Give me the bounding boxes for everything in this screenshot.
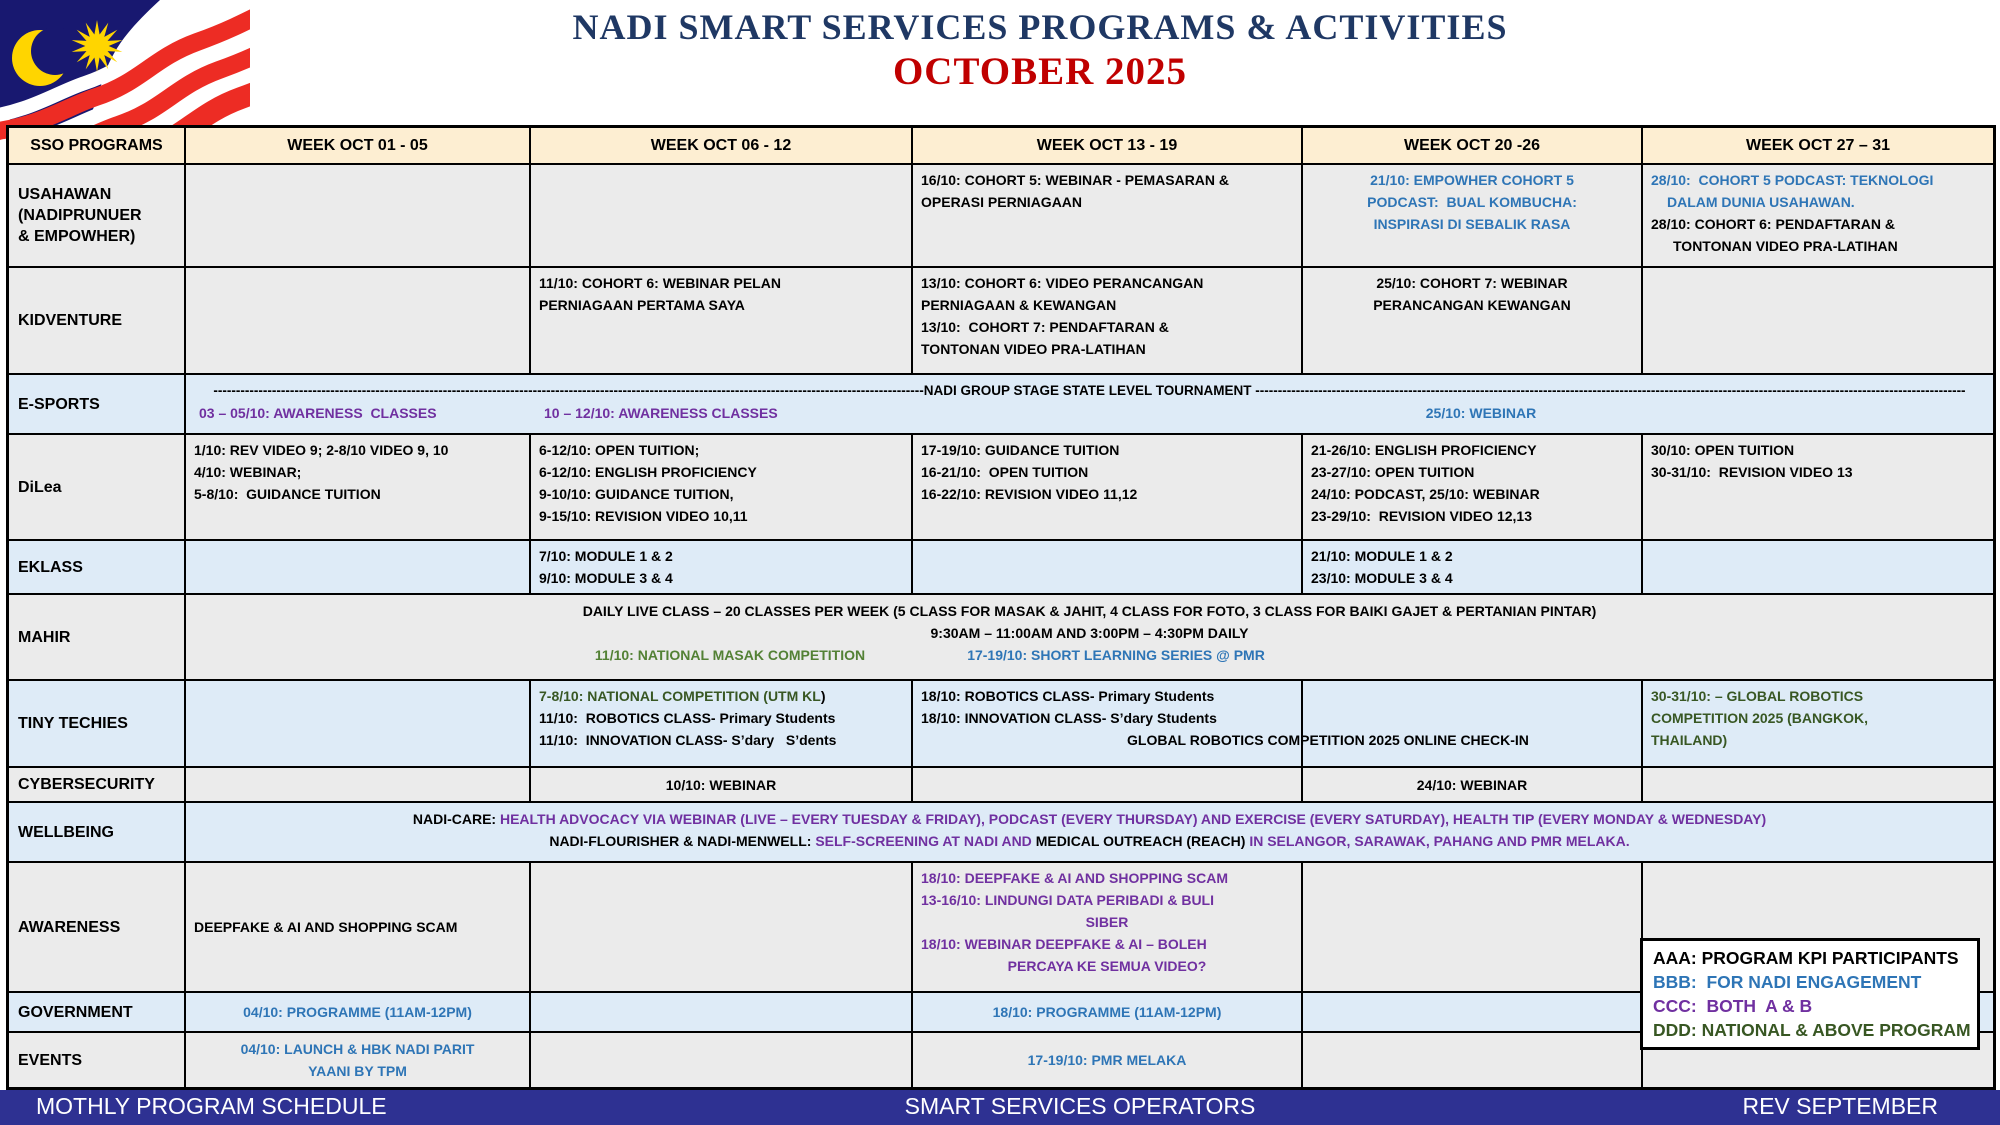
cell-line <box>194 622 1985 644</box>
cell-line <box>921 1001 1293 1023</box>
cell-line <box>539 272 903 294</box>
cell-line <box>194 808 1985 830</box>
cell-line <box>1311 272 1633 294</box>
text-segment: 28/10: COHORT 6: PENDAFTARAN & <box>1651 216 1895 232</box>
text-segment: 23/10: MODULE 3 & 4 <box>1311 570 1453 586</box>
schedule-entry: 03 – 05/10: AWARENESS CLASSES <box>199 405 437 421</box>
row-usahawan <box>9 165 1993 268</box>
legend-line-4: DDD: NATIONAL & ABOVE PROGRAM <box>1653 1020 1971 1040</box>
cell-line <box>921 461 1293 483</box>
cell-line <box>921 889 1293 911</box>
cell-kidventure-week1 <box>186 268 531 373</box>
text-segment: GLOBAL ROBOTICS COMPETITION 2025 ONLINE CHECK-IN <box>1127 732 1529 748</box>
cell-line <box>1311 461 1633 483</box>
text-segment: 16-21/10: OPEN TUITION <box>921 464 1089 480</box>
row-label-eklass <box>9 541 186 593</box>
cell-awareness-week4 <box>1303 863 1643 991</box>
text-segment: PERANCANGAN KEWANGAN <box>1373 297 1571 313</box>
cell-events-week3 <box>913 1033 1303 1087</box>
cell-line <box>921 933 1293 955</box>
text-segment: 23-27/10: OPEN TUITION <box>1311 464 1475 480</box>
row-label-kidventure <box>9 268 186 373</box>
schedule-entry: 11/10: NATIONAL MASAK COMPETITION <box>594 647 866 663</box>
text-segment: 17-19/10: GUIDANCE TUITION <box>921 442 1120 458</box>
text-segment: 21/10: EMPOWHER COHORT 5 <box>1370 172 1574 188</box>
header-week-3: WEEK OCT 13 - 19 <box>913 128 1303 163</box>
cell-line <box>194 402 1985 424</box>
text-segment: 24/10: PODCAST, 25/10: WEBINAR <box>1311 486 1540 502</box>
cell-cyber-week4 <box>1303 768 1643 801</box>
text-segment: 24/10: WEBINAR <box>1416 776 1528 793</box>
cell-eklass-week2 <box>531 541 913 593</box>
merged-cell-esports <box>186 375 1993 433</box>
text-segment: 21-26/10: ENGLISH PROFICIENCY <box>1311 442 1537 458</box>
cell-awareness-week2 <box>531 863 913 991</box>
text-segment: NADI-FLOURISHER & NADI-MENWELL: <box>549 833 816 849</box>
cell-cyber-week3 <box>913 768 1303 801</box>
cell-usahawan-week4 <box>1303 165 1643 266</box>
header-week-5: WEEK OCT 27 – 31 <box>1745 136 1891 154</box>
row-label-line: EKLASS <box>18 558 83 576</box>
text-segment: DAILY LIVE CLASS – 20 CLASSES PER WEEK (5 CLASS FOR MASAK & JAHIT, 4 CLASS FOR FOTO, 3 CLASS FOR BAIKI GAJET & PERTANIAN PINTAR) <box>582 603 1597 619</box>
cell-cyber-week1 <box>186 768 531 801</box>
row-dilea <box>9 435 1993 541</box>
text-segment: 10/10: WEBINAR <box>665 776 777 793</box>
row-label-line: & EMPOWHER) <box>18 228 136 245</box>
cell-line <box>921 439 1293 461</box>
row-wellbeing <box>9 803 1993 863</box>
cell-events-week4 <box>1303 1033 1643 1087</box>
row-label-tiny <box>9 681 186 766</box>
cell-kidventure-week5 <box>1643 268 1993 373</box>
cell-events-week2 <box>531 1033 913 1087</box>
cell-eklass-week3 <box>913 541 1303 593</box>
row-label-line: DiLea <box>18 478 62 496</box>
cell-usahawan-week5 <box>1643 165 1993 266</box>
cell-line <box>194 644 1985 666</box>
cell-line <box>921 1049 1293 1071</box>
text-segment: 30/10: OPEN TUITION <box>1651 442 1795 458</box>
row-kidventure <box>9 268 1993 375</box>
page-title <box>80 6 2000 94</box>
cell-government-week2 <box>531 993 913 1031</box>
cell-usahawan-week3 <box>913 165 1303 266</box>
cell-usahawan-week2 <box>531 165 913 266</box>
text-segment: TONTONAN VIDEO PRA-LATIHAN <box>921 341 1146 357</box>
cell-usahawan-week1 <box>186 165 531 266</box>
merged-cell-wellbeing <box>186 803 1993 861</box>
text-segment: 7-8/10: NATIONAL COMPETITION (UTM KL <box>539 688 821 704</box>
cell-cyber-week2 <box>531 768 913 801</box>
row-label-wellbeing <box>9 803 186 861</box>
cell-line <box>921 169 1293 191</box>
cell-government-week1 <box>186 993 531 1031</box>
cell-line <box>194 1038 521 1060</box>
row-mahir <box>9 595 1993 681</box>
row-eklass <box>9 541 1993 595</box>
legend-line-1: AAA: PROGRAM KPI PARTICIPANTS <box>1653 948 1959 968</box>
cell-tiny-week3 <box>913 681 1529 766</box>
cell-line <box>194 1060 521 1082</box>
cell-cyber-week5 <box>1643 768 1993 801</box>
cell-line <box>194 461 521 483</box>
legend-box <box>1640 938 1980 1050</box>
cell-line <box>539 545 903 567</box>
row-label-line: EVENTS <box>18 1051 83 1069</box>
text-segment: PODCAST: BUAL KOMBUCHA: <box>1367 194 1577 210</box>
cell-line <box>539 439 903 461</box>
cell-dilea-week2 <box>531 435 913 539</box>
text-segment: 11/10: INNOVATION CLASS- S’dary S’dents <box>539 732 837 748</box>
cell-events-week1 <box>186 1033 531 1087</box>
text-segment: 9/10: MODULE 3 & 4 <box>539 570 673 586</box>
text-segment: DALAM DUNIA USAHAWAN. <box>1667 194 1855 210</box>
text-segment: 13/10: COHORT 7: PENDAFTARAN & <box>921 319 1169 335</box>
cell-line <box>1651 729 1985 751</box>
cell-line <box>1673 235 1985 257</box>
cell-line <box>1311 505 1633 527</box>
text-segment: 17-19/10: PMR MELAKA <box>1027 1052 1187 1068</box>
row-label-esports <box>9 375 186 433</box>
cell-line <box>1311 483 1633 505</box>
cell-dilea-week4 <box>1303 435 1643 539</box>
text-segment: SIBER <box>1085 914 1129 930</box>
text-segment: PERNIAGAAN & KEWANGAN <box>921 297 1117 313</box>
row-label-dilea <box>9 435 186 539</box>
row-label-line: AWARENESS <box>18 918 121 936</box>
text-segment: 5-8/10: GUIDANCE TUITION <box>194 486 381 502</box>
cell-line <box>1651 685 1985 707</box>
cell-tiny-week4 <box>1303 681 1643 766</box>
cell-eklass-week1 <box>186 541 531 593</box>
text-segment: 6-12/10: OPEN TUITION; <box>539 442 700 458</box>
text-segment: COMPETITION 2025 (BANGKOK, <box>1651 710 1869 726</box>
header-row <box>9 128 1993 165</box>
cell-line <box>539 294 903 316</box>
header-week-2: WEEK OCT 06 - 12 <box>531 128 913 163</box>
text-segment: INSPIRASI DI SEBALIK RASA <box>1373 216 1571 232</box>
text-segment: IN SELANGOR, SARAWAK, PAHANG AND PMR MELAKA. <box>1249 833 1630 849</box>
text-segment: 23-29/10: REVISION VIDEO 12,13 <box>1311 508 1532 524</box>
footer-right: REV SEPTEMBER <box>1742 1093 1938 1119</box>
cell-line <box>921 685 1293 707</box>
text-segment: 16/10: COHORT 5: WEBINAR - PEMASARAN & <box>921 172 1230 188</box>
footer-left: MOTHLY PROGRAM SCHEDULE <box>36 1093 387 1119</box>
cell-line <box>1311 567 1633 589</box>
text-segment: 7/10: MODULE 1 & 2 <box>539 548 673 564</box>
cell-line <box>921 294 1293 316</box>
cell-line <box>1311 213 1633 235</box>
cell-line <box>1651 213 1985 235</box>
cell-kidventure-week4 <box>1303 268 1643 373</box>
row-label-line: CYBERSECURITY <box>18 776 155 793</box>
row-label-line: GOVERNMENT <box>18 1003 133 1021</box>
cell-line <box>539 461 903 483</box>
cell-dilea-week1 <box>186 435 531 539</box>
cell-line <box>539 729 903 751</box>
cell-line <box>921 272 1293 294</box>
text-segment: 21/10: MODULE 1 & 2 <box>1311 548 1453 564</box>
text-segment: HEALTH ADVOCACY VIA WEBINAR (LIVE – EVERY TUESDAY & FRIDAY), PODCAST (EVERY THURSDAY) AND EXERCISE (EVERY SATURDAY), HEALTH TIP (EVERY MONDAY & WEDNESDAY) <box>499 811 1767 827</box>
text-segment: 16-22/10: REVISION VIDEO 11,12 <box>921 486 1138 502</box>
cell-line <box>539 774 903 796</box>
text-segment: 18/10: PROGRAMME (11AM-12PM) <box>992 1004 1222 1020</box>
text-segment: 11/10: ROBOTICS CLASS- Primary Students <box>539 710 836 726</box>
cell-line <box>1127 729 1529 751</box>
row-label-line: TINY TECHIES <box>18 715 128 732</box>
cell-tiny-week5 <box>1643 681 1993 766</box>
cell-tiny-week2 <box>531 681 913 766</box>
schedule-entry: 25/10: WEBINAR <box>1425 405 1537 421</box>
text-segment: 18/10: WEBINAR DEEPFAKE & AI – BOLEH <box>921 936 1207 952</box>
schedule-entry: 10 – 12/10: AWARENESS CLASSES <box>544 405 778 421</box>
cell-line <box>1311 191 1633 213</box>
cell-line <box>921 911 1293 933</box>
cell-kidventure-week3 <box>913 268 1303 373</box>
text-segment: DEEPFAKE & AI AND SHOPPING SCAM <box>194 919 458 935</box>
cell-line <box>921 191 1293 213</box>
text-segment: MEDICAL OUTREACH (REACH) <box>1035 833 1250 849</box>
cell-awareness-week3 <box>913 863 1303 991</box>
cell-line <box>539 505 903 527</box>
cell-kidventure-week2 <box>531 268 913 373</box>
row-label-usahawan <box>9 165 186 266</box>
text-segment: 28/10: COHORT 5 PODCAST: TEKNOLOGI <box>1651 172 1934 188</box>
header-week-4: WEEK OCT 20 -26 <box>1303 128 1643 163</box>
header-sso-programs: SSO PROGRAMS <box>9 128 186 163</box>
row-label-events <box>9 1033 186 1087</box>
row-label-line: (NADIPRUNUER <box>18 207 142 224</box>
text-segment: THAILAND) <box>1651 732 1728 748</box>
row-label-line: MAHIR <box>18 628 71 646</box>
row-label-government <box>9 993 186 1031</box>
text-segment: 18/10: ROBOTICS CLASS- Primary Students <box>921 688 1215 704</box>
row-label-cyber <box>9 768 186 801</box>
cell-line <box>539 685 903 707</box>
text-segment: OPERASI PERNIAGAAN <box>921 194 1083 210</box>
text-segment: NADI-CARE: <box>412 811 500 827</box>
row-label-line: KIDVENTURE <box>18 312 123 329</box>
cell-line <box>1311 774 1633 796</box>
legend-line-2: BBB: FOR NADI ENGAGEMENT <box>1653 972 1922 992</box>
row-tiny <box>9 681 1993 768</box>
row-cyber <box>9 768 1993 803</box>
text-segment: 13-16/10: LINDUNGI DATA PERIBADI & BULI <box>921 892 1214 908</box>
cell-line <box>194 439 521 461</box>
cell-line <box>194 483 521 505</box>
footer-bar <box>0 1090 2000 1125</box>
cell-line <box>1311 545 1633 567</box>
schedule-entry: 17-19/10: SHORT LEARNING SERIES @ PMR <box>967 647 1265 663</box>
cell-dilea-week5 <box>1643 435 1993 539</box>
text-segment: 30-31/10: – GLOBAL ROBOTICS <box>1651 688 1864 704</box>
text-segment: YAANI BY TPM <box>308 1063 407 1079</box>
cell-tiny-week1 <box>186 681 531 766</box>
merged-cell-mahir <box>186 595 1993 679</box>
cell-line <box>539 567 903 589</box>
title-line1: NADI SMART SERVICES PROGRAMS & ACTIVITIES <box>572 7 1508 47</box>
row-label-line: USAHAWAN <box>18 186 112 203</box>
cell-government-week3 <box>913 993 1303 1031</box>
text-segment: 18/10: DEEPFAKE & AI AND SHOPPING SCAM <box>921 870 1229 886</box>
cell-line <box>194 380 1985 402</box>
cell-line <box>1667 191 1985 213</box>
text-segment: 9:30AM – 11:00AM AND 3:00PM – 4:30PM DAILY <box>930 625 1249 641</box>
cell-line <box>1311 169 1633 191</box>
cell-line <box>921 955 1293 977</box>
footer-center: SMART SERVICES OPERATORS <box>904 1093 1256 1119</box>
cell-line <box>194 916 521 938</box>
title-line2: OCTOBER 2025 <box>892 50 1188 93</box>
text-segment: 11/10: COHORT 6: WEBINAR PELAN <box>539 275 781 291</box>
cell-dilea-week3 <box>913 435 1303 539</box>
row-label-mahir <box>9 595 186 679</box>
row-label-line: WELLBEING <box>18 823 114 841</box>
text-segment: SELF-SCREENING AT NADI AND <box>815 833 1036 849</box>
row-label-line: E-SPORTS <box>18 395 100 413</box>
cell-line <box>194 1001 521 1023</box>
cell-line <box>1311 439 1633 461</box>
text-segment: PERCAYA KE SEMUA VIDEO? <box>1007 958 1207 974</box>
text-segment: PERNIAGAAN PERTAMA SAYA <box>539 297 745 313</box>
legend-line-3: CCC: BOTH A & B <box>1653 996 1813 1016</box>
text-segment: 30-31/10: REVISION VIDEO 13 <box>1651 464 1853 480</box>
text-segment: 9-10/10: GUIDANCE TUITION, <box>539 486 734 502</box>
cell-government-week4 <box>1303 993 1643 1031</box>
text-segment: 13/10: COHORT 6: VIDEO PERANCANGAN <box>921 275 1204 291</box>
cell-eklass-week4 <box>1303 541 1643 593</box>
cell-line <box>921 483 1293 505</box>
text-segment: 18/10: INNOVATION CLASS- S’dary Students <box>921 710 1217 726</box>
text-segment: 6-12/10: ENGLISH PROFICIENCY <box>539 464 757 480</box>
text-segment: 04/10: PROGRAMME (11AM-12PM) <box>243 1004 472 1020</box>
cell-line <box>539 483 903 505</box>
cell-line <box>1311 294 1633 316</box>
cell-line <box>921 316 1293 338</box>
text-segment: 1/10: REV VIDEO 9; 2-8/10 VIDEO 9, 10 <box>194 442 449 458</box>
text-segment: 04/10: LAUNCH & HBK NADI PARIT <box>240 1041 475 1057</box>
cell-line <box>194 600 1985 622</box>
text-segment: TONTONAN VIDEO PRA-LATIHAN <box>1673 238 1898 254</box>
cell-line <box>1651 707 1985 729</box>
text-segment: 4/10: WEBINAR; <box>194 464 302 480</box>
cell-line <box>921 707 1293 729</box>
cell-line <box>921 338 1293 360</box>
cell-line <box>194 830 1985 852</box>
row-label-awareness <box>9 863 186 991</box>
row-esports <box>9 375 1993 435</box>
cell-line <box>921 867 1293 889</box>
cell-line <box>1651 461 1985 483</box>
cell-line <box>1651 439 1985 461</box>
cell-eklass-week5 <box>1643 541 1993 593</box>
text-segment: 9-15/10: REVISION VIDEO 10,11 <box>539 508 748 524</box>
text-segment: 25/10: COHORT 7: WEBINAR <box>1376 275 1568 291</box>
cell-line <box>1651 169 1985 191</box>
cell-line <box>539 707 903 729</box>
cell-awareness-week1 <box>186 863 531 991</box>
header-week-1: WEEK OCT 01 - 05 <box>186 128 531 163</box>
text-segment: --------------------------------------------------------------------------------------------------------------------------------------------------------------NADI GROUP STAGE STATE LEVEL TOURNAMENT -------------------------------------------------------------------------------------------------------------------------------------------------------------- <box>213 383 1966 398</box>
text-segment: ) <box>820 688 826 704</box>
